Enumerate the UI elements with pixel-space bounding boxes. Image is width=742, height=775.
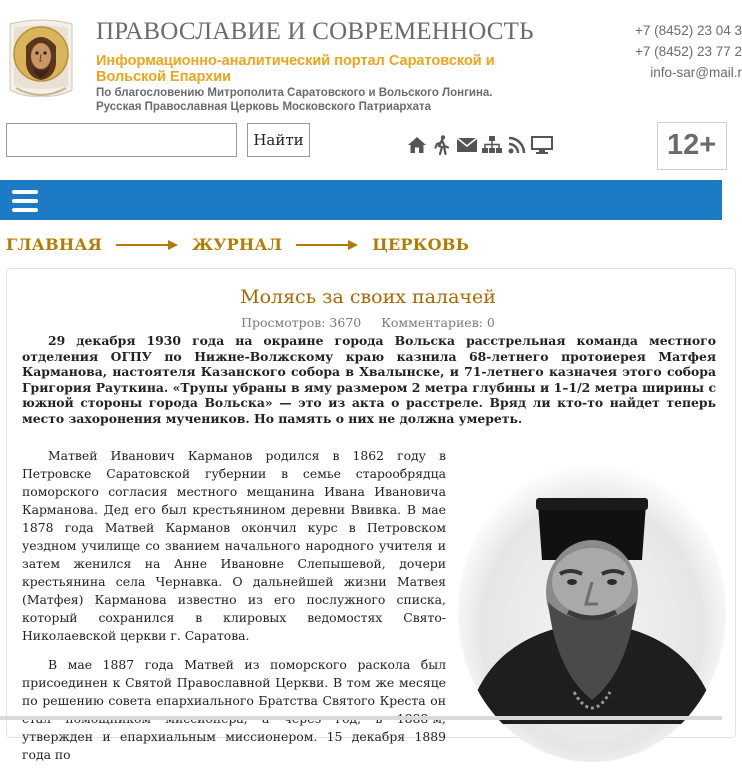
hamburger-menu-icon[interactable]	[12, 190, 38, 212]
article-title: Молясь за своих палачей	[240, 286, 496, 308]
blessing-line-1: По благословению Митрополита Саратовского и Вольского Лонгина.	[96, 87, 493, 99]
search-input[interactable]	[6, 123, 237, 157]
walking-person-icon[interactable]	[432, 135, 452, 155]
phone-1: +7 (8452) 23 04 3	[635, 23, 742, 38]
sitemap-icon[interactable]	[482, 135, 502, 155]
site-blessing	[96, 87, 492, 114]
arrow-right-icon	[296, 239, 358, 251]
comments-count[interactable]: Комментариев: 0	[381, 315, 495, 330]
breadcrumb-church[interactable]: ЦЕРКОВЬ	[372, 235, 470, 254]
age-rating-badge: 12+	[657, 122, 727, 170]
mail-icon[interactable]	[457, 135, 477, 155]
blessing-line-2: Русская Православная Церковь Московского Патриархата	[96, 100, 432, 113]
article-lead: 29 декабря 1930 года на окраине города Вольска расстрельная команда местного отделения ОГПУ по Нижне-Волжскому краю казнила 68-летнего протоиерея Матфея Карманова, настоятеля Казанского собора в Хвалынске, и 71-летнего казначея этого собора Григория Рауткина. «Трупы убраны в яму размером 2 метра глубины и 1–1/2 метра ширины с южной стороны города Вольска» — это из акта о расстреле. Вряд ли кто-то найдет теперь место захоронения мучеников. Но память о них не должна умереть.	[22, 333, 716, 426]
logo-icon[interactable]	[6, 18, 76, 104]
main-nav-bar	[0, 180, 722, 220]
article-paragraph: Матвей Иванович Карманов родился в 1862 году в Петровске Саратовской губернии в семье старообрядца поморского согласия местного мещанина Ивана Ивановича Карманова. Дед его был крестьянином деревни Ввивка. В мае 1878 года Матвей Карманов окончил курс в Петровском уездном училище со званием начального народного учителя и затем женился на Анне Ивановне Слепышевой, дочери крестьянина села Чернавка. О дальнейшей жизни Матвея (Матфея) Карманова известно из его послужного списка, который сохранился в клировых ведомостях Свято-Николаевской церкви г. Саратова.	[22, 448, 446, 643]
contacts	[635, 20, 742, 83]
horizontal-scrollbar[interactable]	[0, 716, 722, 720]
email-link[interactable]: info-sar@mail.r	[650, 65, 742, 80]
breadcrumb-home[interactable]: ГЛАВНАЯ	[6, 235, 103, 254]
views-count: Просмотров: 3670	[241, 315, 362, 330]
toolbar-icons	[407, 135, 552, 155]
phone-2: +7 (8452) 23 77 2	[635, 44, 742, 59]
search-button[interactable]: Найти	[247, 123, 310, 157]
site-subtitle: Информационно-аналитический портал Саратовской и Вольской Епархии	[96, 53, 495, 85]
arrow-right-icon	[116, 239, 178, 251]
article-meta	[0, 315, 736, 330]
rss-icon[interactable]	[507, 135, 527, 155]
article-paragraph: В мае 1887 года Матвей из поморского раскола был присоединен к Святой Православной Церкви. В том же месяце по решению совета епархиального Братства Святого Креста он утвержден и епархиальным миссионером. 15 декабря 1889 года по	[22, 657, 446, 762]
breadcrumb-journal[interactable]: ЖУРНАЛ	[192, 235, 283, 254]
breadcrumb	[6, 235, 469, 254]
site-title[interactable]: ПРАВОСЛАВИЕ И СОВРЕМЕННОСТЬ	[96, 18, 534, 45]
home-icon[interactable]	[407, 135, 427, 155]
desktop-icon[interactable]	[532, 135, 552, 155]
portrait-photo	[456, 462, 728, 724]
article-body	[22, 447, 446, 775]
